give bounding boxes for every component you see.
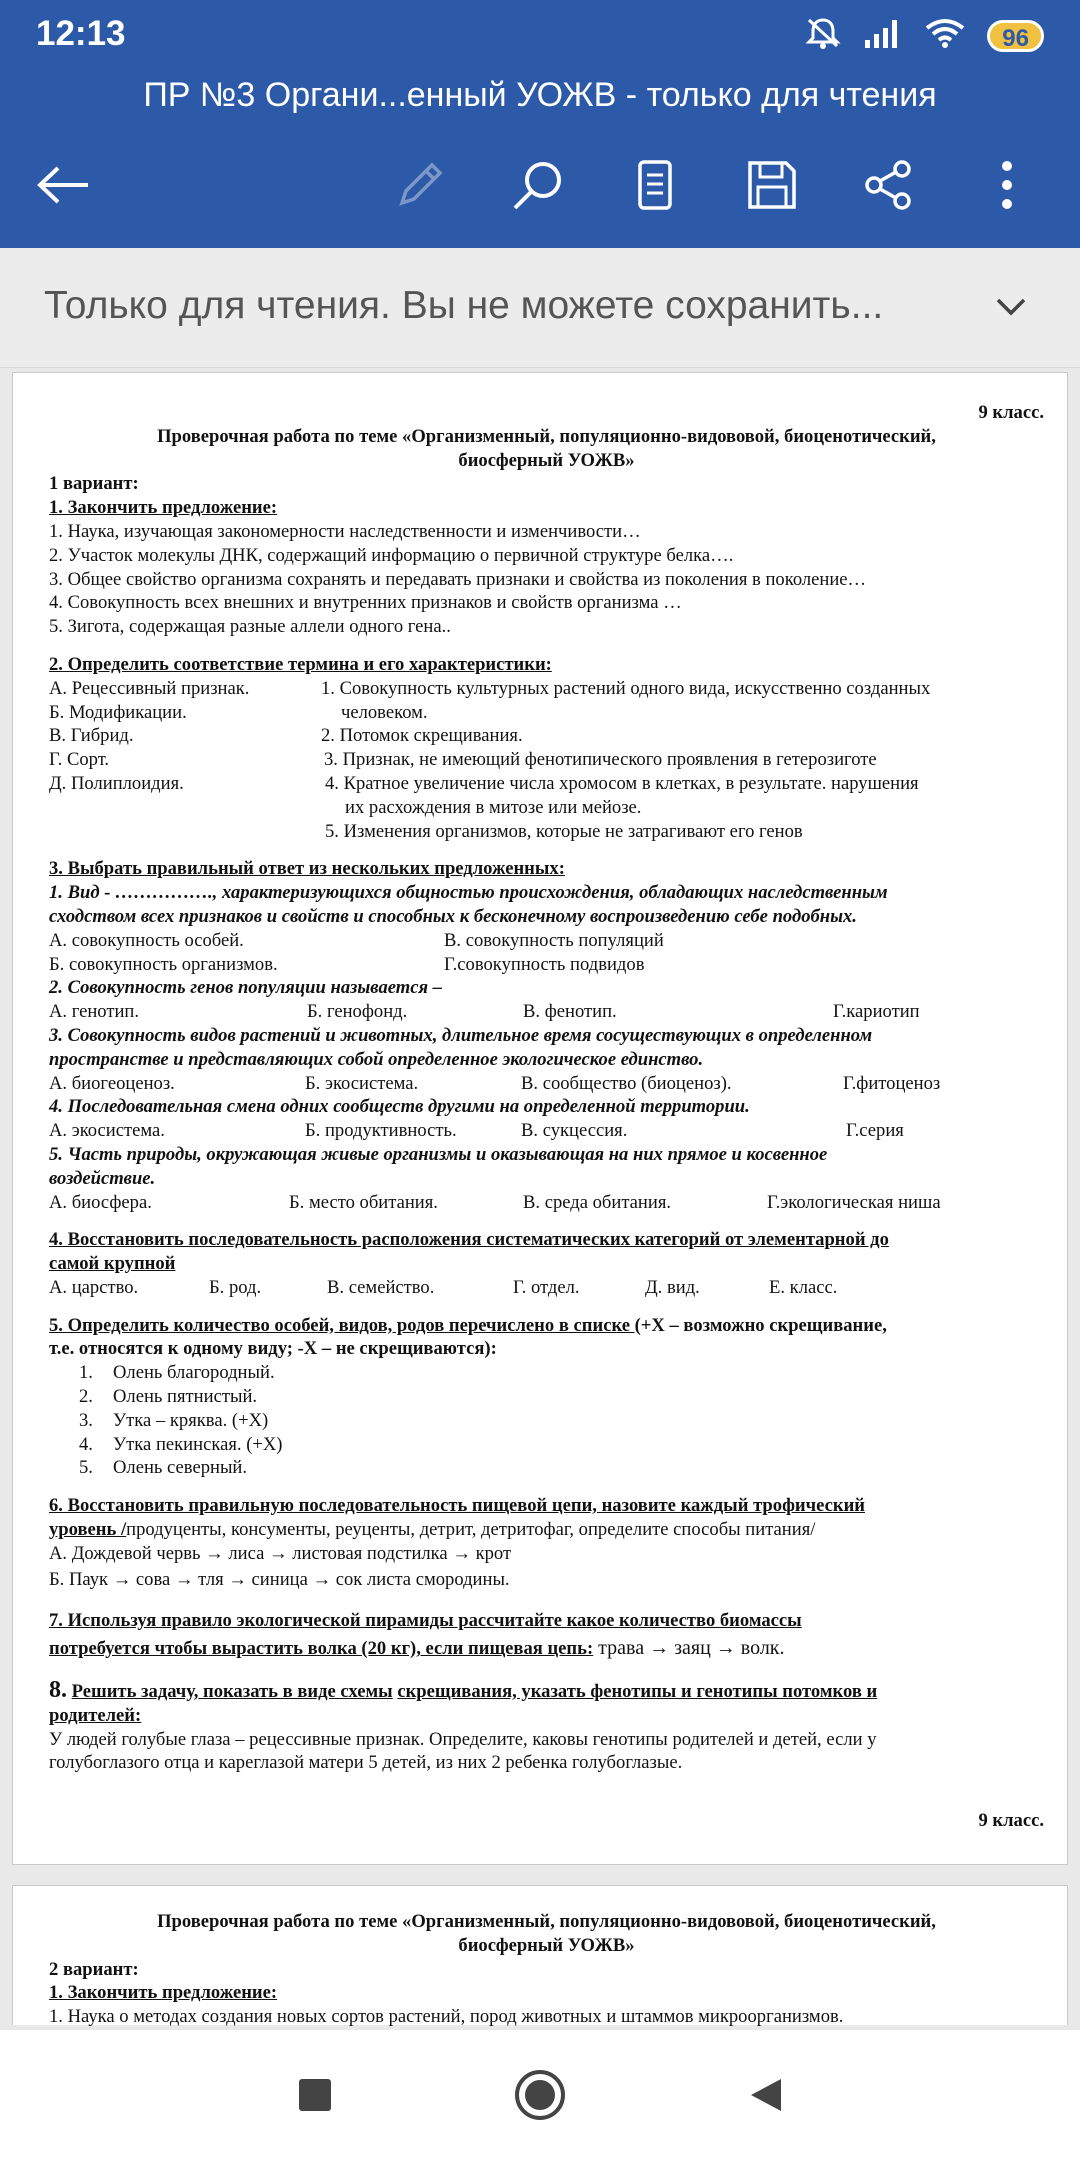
document-title: ПР №3 Органи...енный УОЖВ - только для чтения [143, 76, 937, 114]
read-only-banner[interactable] [0, 248, 1080, 368]
category-option: А. царство. [49, 1276, 139, 1298]
section-7-heading-underlined: потребуется чтобы вырастить волка (20 кг), если пищевая цепь: [49, 1638, 594, 1660]
answer-option: Б. продуктивность. [305, 1120, 457, 1142]
section-6-heading-line2 [49, 1518, 1044, 1542]
question-1-line2: сходством всех признаков и свойств и способных к бесконечному воспроизведению себе подобных. [49, 905, 857, 927]
section-6-heading-rest: продуценты, консументы, реуценты, детрит, детритофаг, определите способы питания/ [126, 1519, 816, 1541]
chevron-down-icon[interactable] [986, 282, 1036, 332]
worksheet-title-line2: биосферный УОЖВ» [458, 1934, 635, 1956]
food-chain-a: А. Дождевой червь → лиса → листовая подстилка → крот [49, 1542, 512, 1564]
variant-label: 2 вариант: [49, 1958, 139, 1980]
grade-label: 9 класс. [978, 402, 1044, 423]
definition: 2. Потомок скрещивания. [321, 725, 523, 747]
section-1-item: 3. Общее свойство организма сохранять и передавать признаки и свойства из поколения в поколение… [49, 568, 867, 590]
section-6-heading-underlined: уровень / [49, 1519, 127, 1541]
list-item-number: 3. [79, 1409, 93, 1431]
question-1-line1: 1. Вид - ……………., характеризующихся общностью происхождения, обладающих наследственным [49, 882, 888, 904]
question-5-options [49, 1191, 1044, 1215]
section-4-heading-line1: 4. Восстановить последовательность расположения систематических категорий от элементарной до [49, 1229, 889, 1251]
home-circle-icon[interactable] [510, 2065, 570, 2125]
definition: 5. Изменения организмов, которые не затрагивают его генов [325, 820, 803, 842]
mute-icon [805, 16, 841, 55]
question-4: 4. Последовательная смена одних сообществ другими на определенной территории. [49, 1096, 750, 1118]
list-item-text: Олень благородный. [113, 1362, 275, 1384]
list-item-number: 2. [79, 1386, 93, 1408]
list-item [79, 1361, 1044, 1385]
section-1-item: 1. Наука, изучающая закономерности наследственности и изменчивости… [49, 520, 641, 542]
question-3-line2: пространстве и представляющих собой определенное экологическое единство. [49, 1048, 704, 1070]
section-1-heading: 1. Закончить предложение: [49, 1982, 278, 2004]
question-3-line1: 3. Совокупность видов растений и животных, длительное время сосуществующих в определенном [49, 1024, 873, 1046]
answer-option: Б. совокупность организмов. [49, 953, 278, 975]
save-icon[interactable] [737, 150, 807, 220]
page-2-content [49, 1910, 1044, 2029]
term: Д. Полиплоидия. [49, 772, 184, 794]
category-option: В. семейство. [327, 1276, 435, 1298]
app-header [0, 0, 1080, 248]
question-1-options [49, 929, 1044, 977]
section-8-number: 8. [49, 1677, 67, 1704]
section-5-list [49, 1361, 1044, 1480]
term [49, 796, 321, 820]
section-3-heading: 3. Выбрать правильный ответ из нескольких предложенных: [49, 858, 565, 880]
read-only-message: Только для чтения. Вы не можете сохранить... [44, 284, 884, 327]
signal-icon [863, 18, 903, 53]
answer-option: Б. экосистема. [305, 1072, 419, 1094]
answer-option: В. сообщество (биоценоз). [521, 1072, 732, 1094]
section-1-item: 5. Зигота, содержащая разные аллели одного гена.. [49, 616, 451, 638]
definition: 1. Совокупность культурных растений одного вида, искусственно созданных [321, 677, 931, 699]
section-7-food-chain: трава → заяц → волк. [593, 1637, 785, 1660]
question-2-options [49, 1000, 1044, 1024]
list-item-text: Олень пятнистый. [113, 1386, 258, 1408]
answer-option: В. совокупность популяций [444, 929, 664, 951]
answer-option: Б. место обитания. [289, 1191, 438, 1213]
answer-option: Г.совокупность подвидов [444, 953, 645, 975]
system-nav-bar [0, 2030, 1080, 2160]
section-7-heading-line1: 7. Используя правило экологической пирамиды рассчитайте какое количество биомассы [49, 1610, 802, 1632]
section-1-item: 1. Наука о методах создания новых сортов растений, пород животных и штаммов микроорганизмов. [49, 2006, 844, 2028]
category-option: Б. род. [209, 1276, 262, 1298]
reading-mode-icon[interactable] [620, 150, 690, 220]
answer-option: Г.фитоценоз [843, 1072, 941, 1094]
section-7-heading-line2 [49, 1637, 1044, 1661]
section-5-heading-line2: т.е. относятся к одному виду; -Х – не скрещиваются): [49, 1338, 497, 1360]
food-chain-b: Б. Паук → сова → тля → синица → сок листа смородины. [49, 1568, 510, 1590]
variant-label: 1 вариант: [49, 473, 139, 495]
list-item-number: 1. [79, 1362, 93, 1384]
document-page-1 [12, 372, 1068, 1865]
answer-option: А. совокупность особей. [49, 929, 244, 951]
section-8-heading-part2: скрещивания, указать фенотипы и генотипы потомков и [397, 1681, 878, 1703]
section-1-item: 2. Участок молекулы ДНК, содержащий информацию о первичной структуре белка…. [49, 544, 734, 566]
grade-label-bottom: 9 класс. [978, 1810, 1044, 1832]
status-bar [0, 0, 1080, 70]
question-3-options [49, 1072, 1044, 1096]
section-1-item: 4. Совокупность всех внешних и внутренних признаков и свойств организма … [49, 592, 682, 614]
question-2: 2. Совокупность генов популяции называется – [49, 977, 442, 999]
category-option: Г. отдел. [513, 1276, 580, 1298]
definition: человеком. [341, 701, 428, 723]
recents-square-icon[interactable] [285, 2065, 345, 2125]
answer-option: В. фенотип. [523, 1001, 617, 1023]
section-5-heading-rest: (+Х – возможно скрещивание, [634, 1314, 887, 1336]
list-item [79, 1433, 1044, 1457]
answer-option: А. экосистема. [49, 1120, 165, 1142]
section-8-heading-line2: родителей: [49, 1704, 142, 1726]
wifi-icon [925, 18, 965, 53]
list-item-text: Утка – кряква. (+Х) [113, 1409, 269, 1431]
list-item-number: 4. [79, 1433, 93, 1455]
back-arrow-icon[interactable] [28, 150, 98, 220]
definition: 3. Признак, не имеющий фенотипического проявления в гетерозиготе [324, 749, 877, 771]
answer-option: Г.серия [846, 1120, 904, 1142]
section-2-matching [49, 677, 1044, 844]
term: Б. Модификации. [49, 701, 187, 723]
term: А. Рецессивный признак. [49, 677, 250, 699]
more-icon[interactable] [972, 150, 1042, 220]
worksheet-title-line1: Проверочная работа по теме «Организменный, популяционно-видововой, биоценотический, [157, 1911, 936, 1932]
back-triangle-icon[interactable] [735, 2065, 795, 2125]
definition: их расхождения в митозе или мейозе. [345, 796, 642, 818]
section-6-heading-line1: 6. Восстановить правильную последовательность пищевой цепи, назовите каждый трофический [49, 1495, 865, 1517]
answer-option: А. биогеоценоз. [49, 1072, 175, 1094]
answer-option: Б. генофонд. [307, 1001, 408, 1023]
answer-option: Г.кариотип [833, 1001, 920, 1023]
worksheet-title-line1: Проверочная работа по теме «Организменный, популяционно-видововой, биоценотический, [157, 425, 936, 447]
share-icon[interactable] [853, 150, 923, 220]
list-item [79, 1385, 1044, 1409]
section-1-heading: 1. Закончить предложение: [49, 497, 278, 519]
pencil-icon[interactable] [385, 150, 455, 220]
term: Г. Сорт. [49, 749, 110, 771]
term: В. Гибрид. [49, 725, 134, 747]
section-4-heading-line2: самой крупной [49, 1253, 176, 1275]
search-icon[interactable] [503, 150, 573, 220]
answer-option: Г.экологическая ниша [767, 1191, 941, 1213]
section-8-heading-line1 [49, 1679, 1044, 1704]
question-5-line1: 5. Часть природы, окружающая живые организмы и оказывающая на них прямое и косвенное [49, 1143, 828, 1165]
section-8-task-line2: голубоглазого отца и кареглазой матери 5 детей, из них 2 ребенка голубоглазые. [49, 1752, 683, 1774]
term [49, 820, 321, 844]
list-item [79, 1456, 1044, 1480]
section-2-heading: 2. Определить соответствие термина и его характеристики: [49, 653, 552, 675]
question-4-options [49, 1119, 1044, 1143]
answer-option: А. биосфера. [49, 1191, 152, 1213]
section-5-heading-line1 [49, 1314, 1044, 1338]
section-8-task-line1: У людей голубые глаза – рецессивные признак. Определите, каковы генотипы родителей и детей, если у [49, 1728, 877, 1750]
answer-option: В. сукцессия. [521, 1120, 628, 1142]
list-item [79, 1409, 1044, 1433]
battery-icon: 96 [987, 20, 1044, 52]
question-5-line2: воздействие. [49, 1167, 156, 1189]
definition: 4. Кратное увеличение числа хромосом в клетках, в результате. нарушения [325, 772, 919, 794]
answer-option: В. среда обитания. [523, 1191, 672, 1213]
list-item-text: Утка пекинская. (+Х) [113, 1433, 283, 1455]
status-icons [805, 16, 1044, 55]
worksheet-title-line2: биосферный УОЖВ» [458, 449, 635, 471]
list-item-text: Олень северный. [113, 1457, 248, 1479]
document-page-2 [12, 1885, 1068, 2028]
section-4-options [49, 1276, 1044, 1300]
category-option: Е. класс. [769, 1276, 838, 1298]
answer-option: А. генотип. [49, 1001, 140, 1023]
list-item-number: 5. [79, 1457, 93, 1479]
section-5-heading-underlined: 5. Определить количество особей, видов, родов перечислено в списке [49, 1314, 635, 1336]
section-8-heading-part1: Решить задачу, показать в виде схемы [71, 1681, 393, 1703]
status-time: 12:13 [36, 14, 126, 53]
page-1-content [49, 401, 1044, 1833]
category-option: Д. вид. [645, 1276, 700, 1298]
toolbar [0, 150, 1080, 220]
